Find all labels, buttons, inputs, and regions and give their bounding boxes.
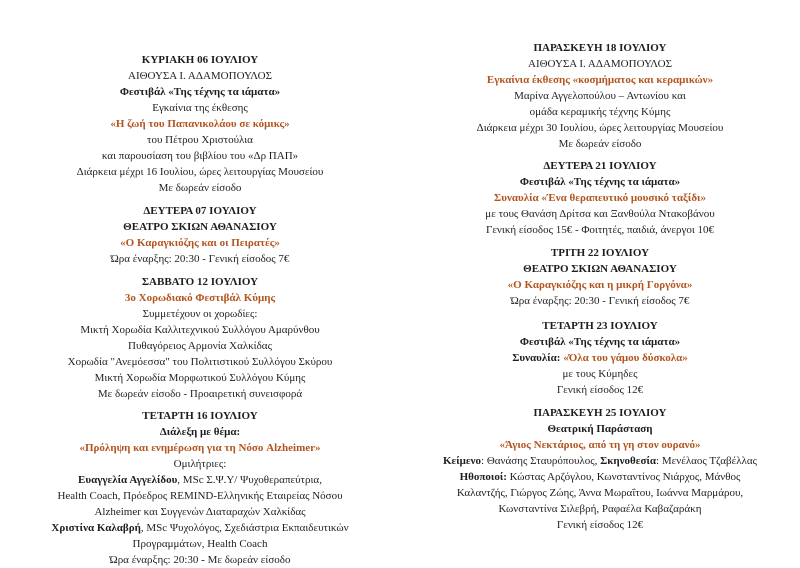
direction-value: : Μενέλαος Τζαβέλλας: [656, 455, 757, 467]
event-line: Μαρίνα Αγγελοπούλου – Αντωνίου και: [514, 90, 686, 102]
event-free: Με δωρεάν είσοδο: [207, 554, 291, 566]
cast-line: Κωνσταντίνα Σιλεβρή, Ραφαέλα Καβαζαράκη: [498, 503, 702, 515]
event-2025-07-12: [0, 274, 400, 402]
event-venue: ΑΙΘΟΥΣΑ Ι. ΑΔΑΜΟΠΟΥΛΟΣ: [128, 70, 272, 82]
event-line: Χορωδία "Ανεμόεσσα" του Πολιτιστικού Συλλόγου Σκύρου: [67, 356, 333, 368]
event-line: Γενική είσοδος 12€: [556, 384, 644, 396]
cast-label: Ηθοποιοί:: [459, 471, 507, 483]
event-title: «Άγιος Νεκτάριος, από τη γη στον ουρανό»: [499, 439, 701, 451]
event-line: Μικτή Χορωδία Καλλιτεχνικού Συλλόγου Αμαρύνθου: [80, 324, 320, 336]
speaker-2-line: Προγραμμάτων, Health Coach: [132, 538, 268, 550]
event-line: Με δωρεάν είσοδο - Προαιρετική συνεισφορά: [97, 388, 303, 400]
event-2025-07-18: [400, 40, 800, 152]
event-line: Μικτή Χορωδία Μορφωτικού Συλλόγου Κύμης: [94, 372, 306, 384]
speaker-1-line: [0, 472, 400, 488]
event-2025-07-22: [400, 245, 800, 309]
event-date: ΤΕΤΑΡΤΗ 23 ΙΟΥΛΙΟΥ: [542, 320, 658, 332]
event-2025-07-25: [400, 405, 800, 533]
direction-label: Σκηνοθεσία: [600, 455, 657, 467]
event-line: του Πέτρου Χριστούλια: [147, 134, 253, 146]
event-date: ΠΑΡΑΣΚΕΥΗ 25 ΙΟΥΛΙΟΥ: [533, 407, 667, 419]
event-2025-07-06: [0, 52, 400, 196]
speaker-2-name: Χριστίνα Καλαβρή: [51, 522, 141, 534]
event-line: Ώρα έναρξης: 20:30 - Γενική είσοδος 7€: [510, 295, 690, 307]
speaker-2-role: , MSc Ψυχολόγος, Σχεδιάστρια Εκπαιδευτικών: [140, 522, 349, 534]
cast-line: Καλαντζής, Γιώργος Ζώης, Άννα Μωραΐτου, Ιωάννα Μαρμάρου,: [456, 487, 744, 499]
event-line: με τους Κύμηδες: [562, 368, 638, 380]
event-title: Συναυλία «Ένα θεραπευτικό μουσικό ταξίδι»: [494, 192, 706, 204]
event-2025-07-23: [400, 318, 800, 398]
event-title: «Ο Καραγκιόζης και οι Πειρατές»: [120, 237, 280, 249]
text-value: : Θανάσης Σταυρόπουλος,: [481, 455, 601, 467]
event-line: Με δωρεάν είσοδο: [158, 182, 242, 194]
event-line: Ομιλήτριες:: [173, 458, 227, 470]
event-line: Συμμετέχουν οι χορωδίες:: [142, 308, 258, 320]
event-date: ΣΑΒΒΑΤΟ 12 ΙΟΥΛΙΟΥ: [141, 276, 259, 288]
speaker-1-line: Health Coach, Πρόεδρος REMIND-Ελληνικής Εταιρείας Νόσου: [57, 490, 343, 502]
event-line: με τους Θανάση Δρίτσα και Ξανθούλα Ντακοβάνου: [485, 208, 715, 220]
event-time: Ώρα έναρξης: 20:30: [109, 554, 199, 566]
event-line: Πυθαγόρειος Αρμονία Χαλκίδας: [128, 340, 272, 352]
event-title: «Η ζωή του Παπανικολάου σε κόμικς»: [110, 118, 290, 130]
event-line: ομάδα κεραμικής τέχνης Κύμης: [529, 106, 671, 118]
event-line: Εγκαίνια της έκθεσης: [152, 102, 248, 114]
event-date: ΤΡΙΤΗ 22 ΙΟΥΛΙΟΥ: [550, 247, 650, 259]
event-title: «Πρόληψη και ενημέρωση για τη Νόσο Alzheimer»: [79, 442, 321, 454]
event-2025-07-21: [400, 158, 800, 238]
speaker-1-name: Ευαγγελία Αγγελίδου: [78, 474, 178, 486]
event-date: ΔΕΥΤΕΡΑ 07 ΙΟΥΛΙΟΥ: [143, 205, 257, 217]
event-venue: ΘΕΑΤΡΟ ΣΚΙΩΝ ΑΘΑΝΑΣΙΟΥ: [123, 221, 277, 233]
event-festival: Φεστιβάλ «Της τέχνης τα ιάματα»: [519, 176, 681, 188]
event-line: Διάρκεια μέχρι 16 Ιουλίου, ώρες λειτουργίας Μουσείου: [76, 166, 324, 178]
event-date: ΚΥΡΙΑΚΗ 06 ΙΟΥΛΙΟΥ: [141, 54, 259, 66]
event-line: Γενική είσοδος 15€ - Φοιτητές, παιδιά, άνεργοι 10€: [485, 224, 715, 236]
event-subtitle: Θεατρική Παράσταση: [547, 423, 653, 435]
event-title: «Ο Καραγκιόζης και η μικρή Γοργόνα»: [507, 279, 693, 291]
event-title-line: [400, 350, 800, 366]
event-line: Γενική είσοδος 12€: [556, 519, 644, 531]
event-line: Ώρα έναρξης: 20:30 - Γενική είσοδος 7€: [110, 253, 290, 265]
separator: -: [198, 554, 208, 566]
event-date: ΠΑΡΑΣΚΕΥΗ 18 ΙΟΥΛΙΟΥ: [533, 42, 667, 54]
event-venue: ΑΙΘΟΥΣΑ Ι. ΑΔΑΜΟΠΟΥΛΟΣ: [528, 58, 672, 70]
event-festival: Φεστιβάλ «Της τέχνης τα ιάματα»: [119, 86, 281, 98]
cast-line: [400, 469, 800, 485]
event-festival: Φεστιβάλ «Της τέχνης τα ιάματα»: [519, 336, 681, 348]
event-date: ΤΕΤΑΡΤΗ 16 ΙΟΥΛΙΟΥ: [142, 410, 258, 422]
speaker-1-role: , MSc Σ.Ψ.Υ/ Ψυχοθεραπεύτρια,: [177, 474, 322, 486]
event-venue: ΘΕΑΤΡΟ ΣΚΙΩΝ ΑΘΑΝΑΣΙΟΥ: [523, 263, 677, 275]
cast-value: Κώστας Αρζόγλου, Κωνσταντίνος Νιάρχος, Μάνθος: [506, 471, 741, 483]
event-subtitle: Διάλεξη με θέμα:: [159, 426, 241, 438]
event-title: Εγκαίνια έκθεσης «κοσμήματος και κεραμικών»: [486, 74, 714, 86]
speaker-2-line: [0, 520, 400, 536]
event-line: Με δωρεάν είσοδο: [558, 138, 642, 150]
concert-label: Συναυλία:: [512, 352, 564, 364]
event-line: και παρουσίαση του βιβλίου του «Δρ ΠΑΠ»: [101, 150, 299, 162]
speaker-1-line: Alzheimer και Συγγενών Διαταραχών Χαλκίδας: [94, 506, 306, 518]
credits-line: [400, 453, 800, 469]
event-title: 3ο Χορωδιακό Φεστιβάλ Κύμης: [124, 292, 276, 304]
event-2025-07-07: [0, 203, 400, 267]
event-date: ΔΕΥΤΕΡΑ 21 ΙΟΥΛΙΟΥ: [543, 160, 657, 172]
event-title: «Όλα του γάμου δύσκολα»: [563, 352, 688, 364]
event-line: Διάρκεια μέχρι 30 Ιουλίου, ώρες λειτουργίας Μουσείου: [476, 122, 724, 134]
event-2025-07-16: [0, 408, 400, 568]
text-label: Κείμενο: [443, 455, 482, 467]
